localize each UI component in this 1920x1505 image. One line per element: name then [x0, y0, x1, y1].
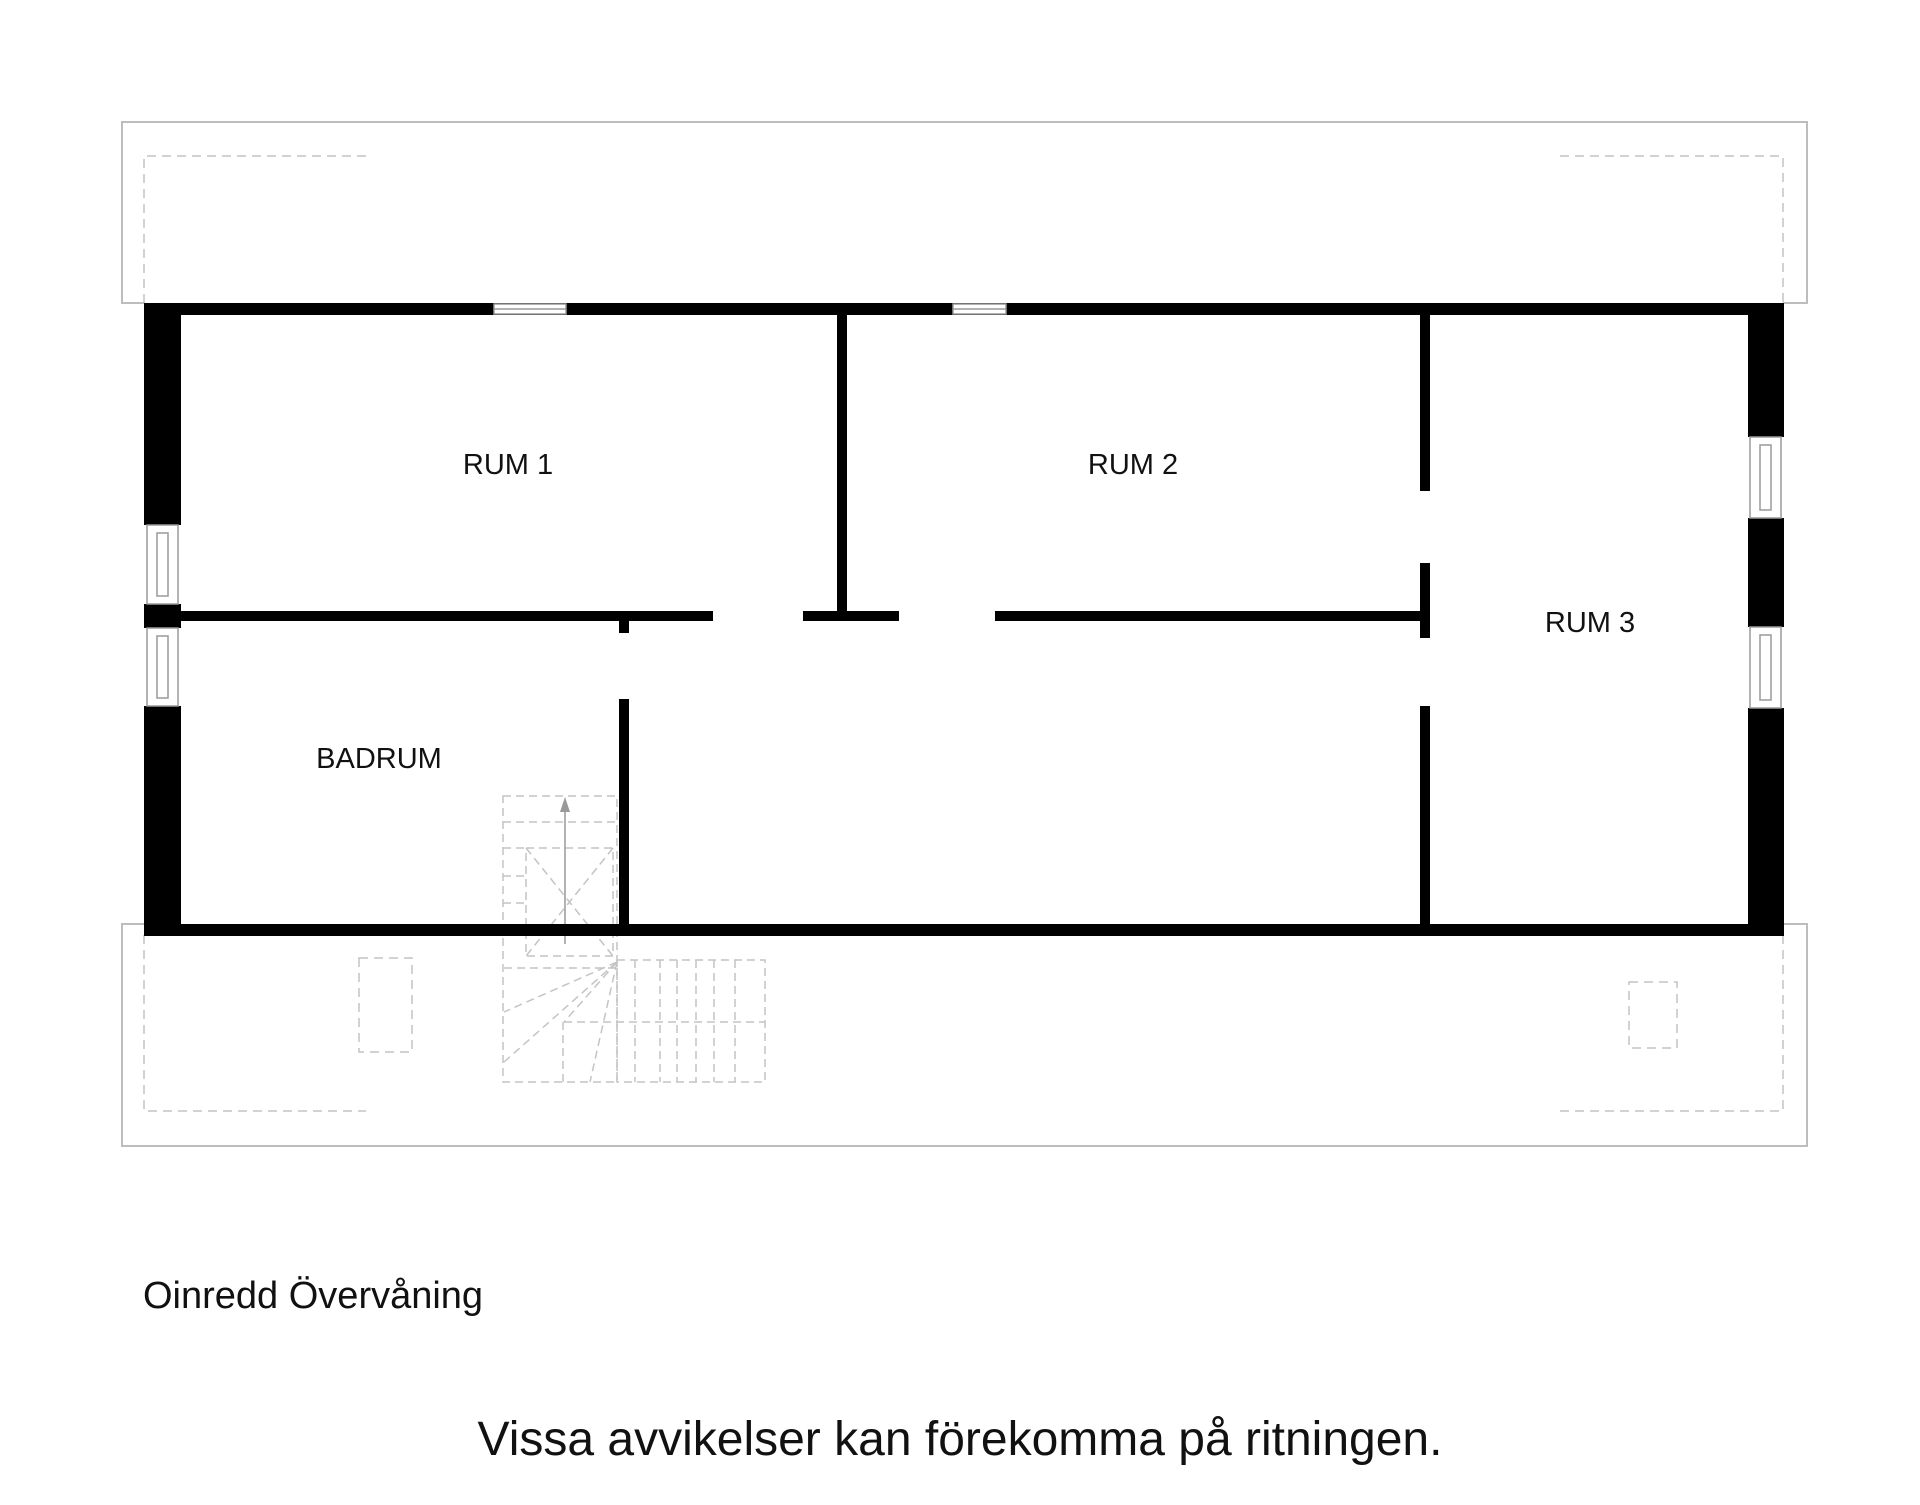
window-top-rum2 [953, 304, 1006, 314]
window-right-upper [1750, 437, 1781, 518]
wall-left-lower [144, 706, 181, 936]
window-left-lower [147, 628, 178, 706]
roof-hatch-right [1629, 982, 1677, 1048]
room-label-badrum: BADRUM [316, 743, 442, 775]
wall-right-lower [1748, 708, 1784, 936]
stair-arrow [560, 797, 570, 944]
wall-right-mid [1748, 518, 1784, 627]
roof-dashed-lines [144, 156, 1783, 1111]
floor-name-caption: Oinredd Övervåning [143, 1275, 484, 1317]
room-label-rum2: RUM 2 [1087, 449, 1179, 481]
wall-left-upper [144, 303, 181, 525]
wall-bottom [144, 924, 1784, 936]
walls [144, 303, 1784, 936]
window-top-rum1 [494, 304, 566, 314]
room-label-rum3: RUM 3 [1544, 607, 1636, 639]
roof-hatch-left [359, 958, 412, 1052]
window-left-upper [147, 525, 178, 604]
window-right-lower [1750, 627, 1781, 708]
wall-left-mid [144, 604, 181, 628]
windows [147, 304, 1781, 708]
wall-right-upper [1748, 303, 1784, 437]
staircase [503, 796, 765, 1082]
disclaimer-text: Vissa avvikelser kan förekomma på ritningen. [477, 1413, 1443, 1466]
room-label-rum1: RUM 1 [462, 449, 554, 481]
